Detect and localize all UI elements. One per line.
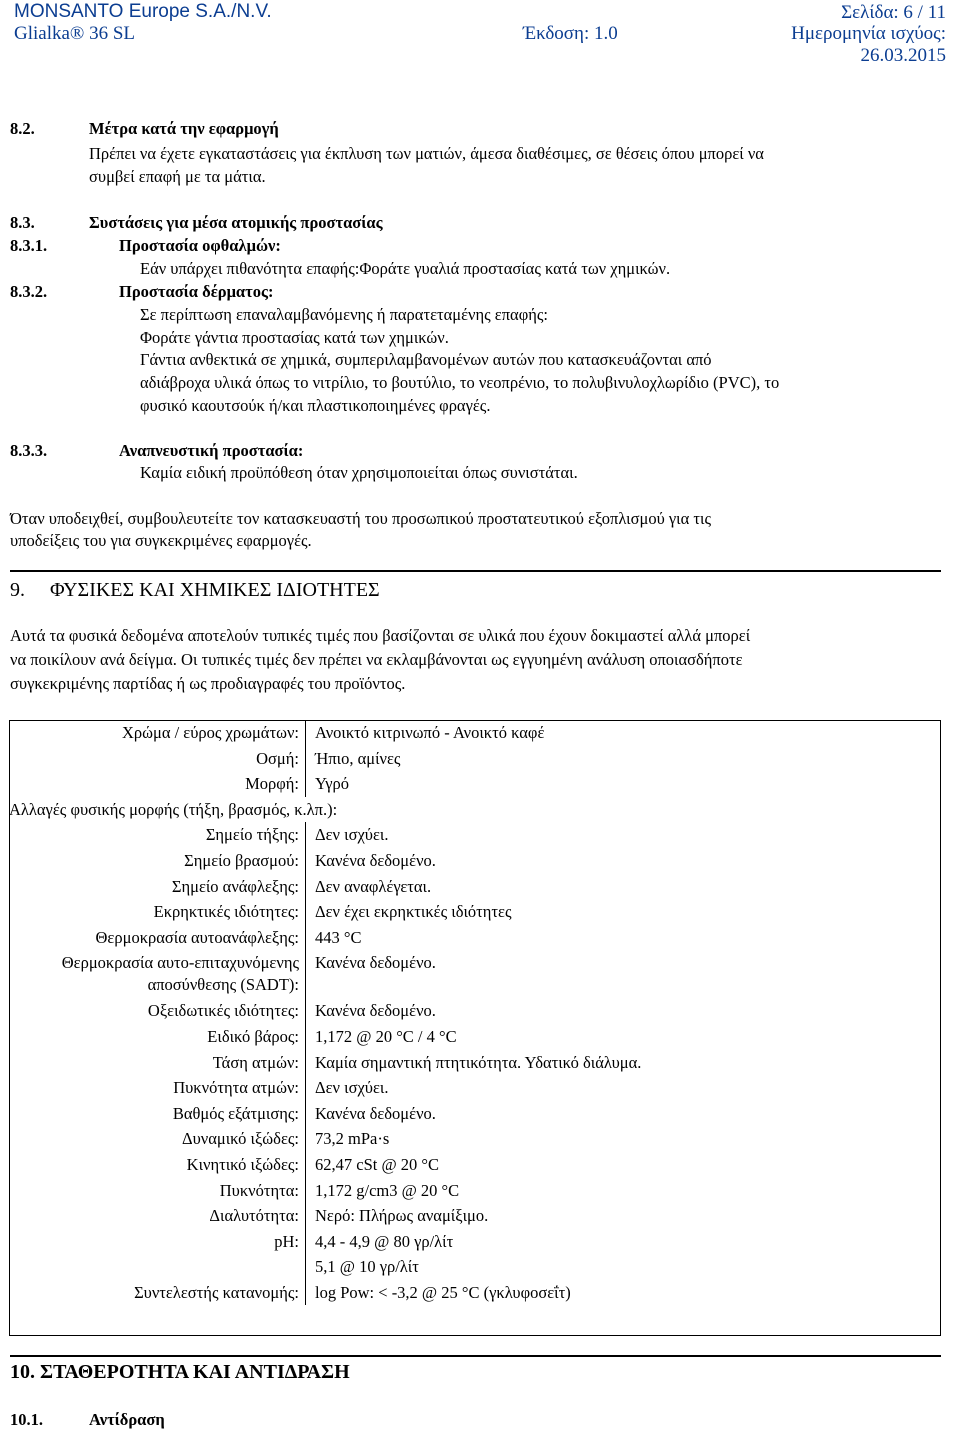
property-row [9, 1024, 941, 1050]
property-row [9, 925, 941, 951]
property-label: Τάση ατμών: [9, 1050, 306, 1076]
property-label: Σημείο ανάφλεξης: [9, 874, 306, 900]
skin-protection-line: Γάντια ανθεκτικά σε χημικά, συμπεριλαμβανομένων αυτών που κατασκευάζονται από [140, 350, 712, 369]
property-label: Σημείο βρασμού: [9, 848, 306, 874]
property-value: 73,2 mPa·s [315, 1129, 390, 1149]
property-row [9, 1050, 941, 1076]
properties-table [9, 720, 941, 1305]
property-label: Οσμή: [9, 746, 306, 772]
property-row [9, 848, 941, 874]
section-8-3-3-title: Αναπνευστική προστασία: [119, 441, 304, 460]
property-row [9, 1075, 941, 1101]
property-label: Ειδικό βάρος: [9, 1024, 306, 1050]
property-label: Θερμοκρασία αυτο-επιταχυνόμενης αποσύνθεσης (SADT): [9, 950, 306, 998]
property-row [9, 1229, 941, 1255]
property-group-label: Αλλαγές φυσικής μορφής (τήξη, βρασμός, κ.λπ.): [9, 799, 338, 819]
property-label: Δυναμικό ιξώδες: [9, 1126, 306, 1152]
property-value: 1,172 g/cm3 @ 20 °C [315, 1180, 460, 1200]
section-9-intro-line: Αυτά τα φυσικά δεδομένα αποτελούν τυπικές τιμές που βασίζονται σε υλικά που έχουν δοκιμαστεί αλλά μπορεί [10, 626, 751, 645]
property-label: Εκρηκτικές ιδιότητες: [9, 899, 306, 925]
company-name: MONSANTO Europe S.A./N.V. [14, 1, 272, 22]
property-value: Δεν ισχύει. [315, 825, 389, 845]
section-9-number: 9. [10, 579, 25, 601]
ppe-note-line: Όταν υποδειχθεί, συμβουλευτείτε τον κατασκευαστή του προσωπικού προστατευτικού εξοπλισμού για τις [10, 509, 711, 528]
section-8-3-1-number: 8.3.1. [10, 236, 48, 255]
property-label: Βαθμός εξάτμισης: [9, 1101, 306, 1127]
property-label: Θερμοκρασία αυτοανάφλεξης: [9, 925, 306, 951]
property-row [9, 1280, 941, 1306]
respiratory-protection-text: Καμία ειδική προϋπόθεση όταν χρησιμοποιείται όπως συνιστάται. [140, 463, 578, 482]
section-8-2-text-line: συμβεί επαφή με τα μάτια. [89, 167, 266, 186]
property-value: Ανοικτό κιτρινωπό - Ανοικτό καφέ [315, 723, 545, 742]
property-row [9, 1126, 941, 1152]
section-8-2-text-line: Πρέπει να έχετε εγκαταστάσεις για έκπλυση των ματιών, άμεσα διαθέσιμες, σε θέσεις όπου μπορεί να [89, 144, 764, 163]
property-label: Πυκνότητα: [9, 1178, 306, 1204]
property-row [9, 899, 941, 925]
property-row [9, 720, 941, 746]
property-label: Διαλυτότητα: [9, 1203, 306, 1229]
property-row [9, 1203, 941, 1229]
property-value: Δεν ισχύει. [315, 1078, 389, 1098]
section-8-3-title: Συστάσεις για μέσα ατομικής προστασίας [89, 213, 383, 232]
section-10-1-number: 10.1. [10, 1410, 43, 1429]
section-8-3-2-number: 8.3.2. [10, 282, 48, 301]
property-label: Συντελεστής κατανομής: [9, 1280, 306, 1306]
property-label [9, 1254, 306, 1280]
date-label: Ημερομηνία ισχύος: [791, 23, 946, 44]
section-8-3-2-title: Προστασία δέρματος: [119, 282, 274, 301]
skin-protection-line: φυσικό καουτσούκ ή/και πλαστικοποιημένες φραγές. [140, 396, 491, 415]
page-number: Σελίδα: 6 / 11 [841, 2, 946, 23]
property-value: Κανένα δεδομένο. [315, 1001, 436, 1021]
property-value: Καμία σημαντική πτητικότητα. Υδατικό διάλυμα. [315, 1052, 642, 1072]
property-row [9, 998, 941, 1024]
property-label: Πυκνότητα ατμών: [9, 1075, 306, 1101]
property-value: log Pow: < -3,2 @ 25 °C (γκλυφοσεΐτ) [315, 1282, 571, 1302]
property-value: Δεν αναφλέγεται. [315, 876, 432, 896]
property-row [9, 797, 941, 823]
skin-protection-line: Φοράτε γάντια προστασίας κατά των χημικών. [140, 328, 449, 347]
eye-protection-text: Εάν υπάρχει πιθανότητα επαφής:Φοράτε γυαλιά προστασίας κατά των χημικών. [140, 259, 671, 278]
property-value: Κανένα δεδομένο. [315, 850, 436, 870]
property-row [9, 874, 941, 900]
product-name: Glialka® 36 SL [14, 23, 136, 44]
section-8-3-1-title: Προστασία οφθαλμών: [119, 236, 281, 255]
section-9-intro-line: συγκεκριμένης παρτίδας ή ως προδιαγραφές του προϊόντος. [10, 674, 406, 693]
section-divider [10, 1355, 941, 1357]
property-value: Κανένα δεδομένο. [315, 1103, 436, 1123]
property-row [9, 1101, 941, 1127]
section-9-intro-line: να ποικίλουν ανά δείγμα. Οι τυπικές τιμές δεν πρέπει να εκλαμβάνονται ως εγγυημένη ανάλυση οποιασδήποτε [10, 650, 743, 669]
ppe-note-line: υποδείξεις του για συγκεκριμένες εφαρμογές. [10, 531, 312, 550]
property-value: 62,47 cSt @ 20 °C [315, 1154, 440, 1174]
property-value: Κανένα δεδομένο. [315, 953, 436, 973]
property-value: 5,1 @ 10 γρ/λίτ [315, 1257, 419, 1277]
property-label: pH: [9, 1229, 306, 1255]
property-value: 1,172 @ 20 °C / 4 °C [315, 1026, 457, 1046]
property-value: Υγρό [315, 774, 350, 794]
property-value: 443 °C [315, 927, 362, 947]
property-label: Οξειδωτικές ιδιότητες: [9, 998, 306, 1024]
property-label: Χρώμα / εύρος χρωμάτων: [9, 720, 306, 746]
property-row [9, 1254, 941, 1280]
section-10-title: 10. ΣΤΑΘΕΡΟΤΗΤΑ ΚΑΙ ΑΝΤΙΔΡΑΣΗ [10, 1361, 350, 1383]
skin-protection-line: αδιάβροχα υλικά όπως το νιτρίλιο, το βουτύλιο, το νεοπρένιο, το πολυβινυλοχλωρίδιο (PVC), το [140, 373, 780, 392]
property-value: Ήπιο, αμίνες [315, 748, 401, 768]
section-8-3-number: 8.3. [10, 213, 35, 232]
section-divider [10, 570, 941, 572]
skin-protection-line: Σε περίπτωση επαναλαμβανόμενης ή παρατεταμένης επαφής: [140, 305, 548, 324]
section-8-2-number: 8.2. [10, 119, 35, 138]
property-value: Νερό: Πλήρως αναμίξιμο. [315, 1206, 489, 1226]
property-label: Μορφή: [9, 771, 306, 797]
property-label: Κινητικό ιξώδες: [9, 1152, 306, 1178]
property-value: Δεν έχει εκρηκτικές ιδιότητες [315, 902, 512, 922]
property-label: Σημείο τήξης: [9, 822, 306, 848]
section-8-3-3-number: 8.3.3. [10, 441, 48, 460]
section-9-title: ΦΥΣΙΚΕΣ ΚΑΙ ΧΗΜΙΚΕΣ ΙΔΙΟΤΗΤΕΣ [50, 579, 380, 601]
section-8-2-title: Μέτρα κατά την εφαρμογή [89, 119, 279, 138]
property-row [9, 746, 941, 772]
property-row [9, 1152, 941, 1178]
property-row [9, 822, 941, 848]
property-row [9, 950, 941, 998]
section-10-1-title: Αντίδραση [89, 1410, 165, 1429]
property-value: 4,4 - 4,9 @ 80 γρ/λίτ [315, 1231, 454, 1251]
version: Έκδοση: 1.0 [523, 23, 618, 44]
effective-date: 26.03.2015 [860, 45, 946, 66]
property-row [9, 1178, 941, 1204]
property-row [9, 771, 941, 797]
